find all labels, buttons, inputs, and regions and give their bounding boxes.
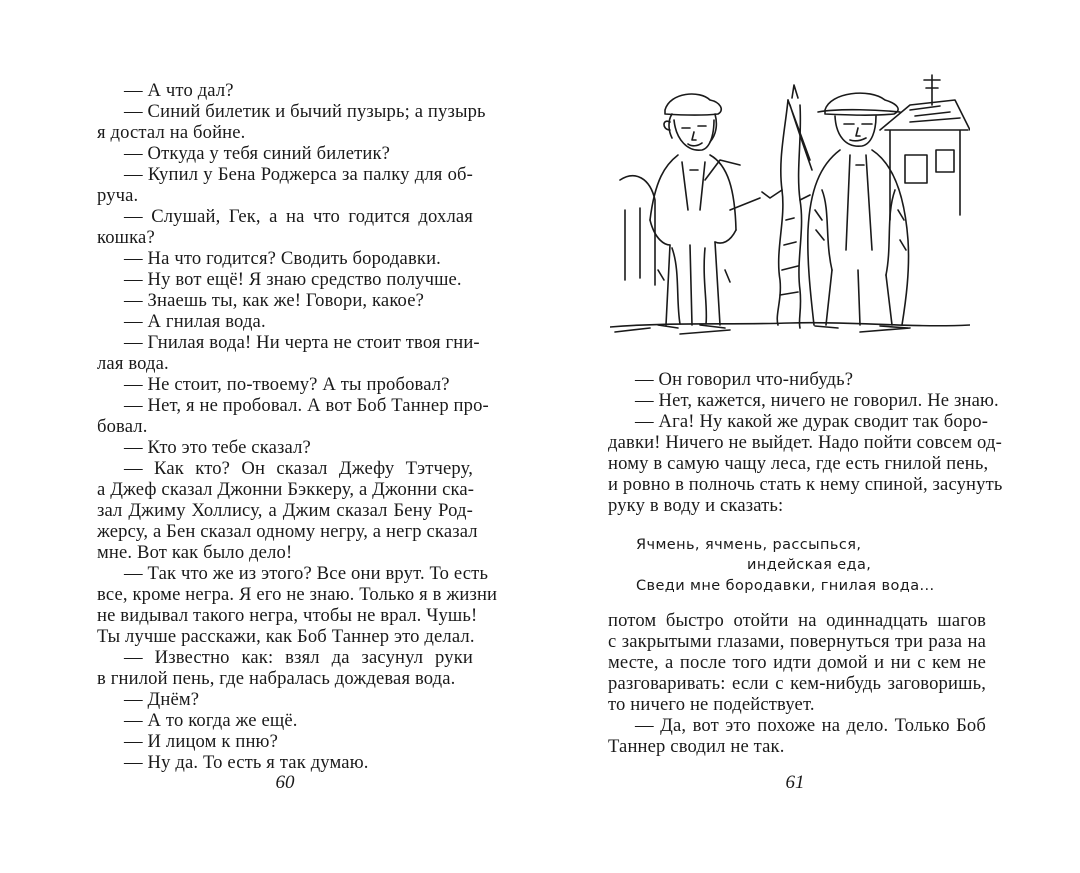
text-line: я достал на бойне. <box>97 122 246 143</box>
poem-line: Сведи мне бородавки, гнилая вода... <box>636 578 935 594</box>
text-line: кошка? <box>97 227 155 248</box>
text-line: — А что дал? <box>124 80 234 101</box>
text-line: то ничего не подействует. <box>608 694 815 715</box>
page-number: 60 <box>275 772 295 793</box>
text-line: лая вода. <box>97 353 169 374</box>
text-line: — Не стоит, по-твоему? А ты пробовал? <box>124 374 450 395</box>
two-boys-illustration-icon <box>610 70 970 355</box>
text-line: Ты лучше расскажи, как Боб Таннер это делал. <box>97 626 475 647</box>
text-line: — Он говорил что-нибудь? <box>635 369 854 390</box>
text-line: бовал. <box>97 416 148 437</box>
text-line: Таннер сводил не так. <box>608 736 785 757</box>
text-line: мне. Вот как было дело! <box>97 542 293 563</box>
text-line: — Кто это тебе сказал? <box>124 437 311 458</box>
text-line: потом быстро отойти на одиннадцать шагов <box>608 610 986 631</box>
text-line: ному в самую чащу леса, где есть гнилой пень, <box>608 453 989 474</box>
text-line: и ровно в полночь стать к нему спиной, засунуть <box>608 474 1003 495</box>
text-line: зал Джиму Холлису, а Джим сказал Бену Род- <box>97 500 473 521</box>
poem-line: Ячмень, ячмень, рассыпься, <box>636 537 862 553</box>
text-line: — Нет, кажется, ничего не говорил. Не знаю. <box>635 390 999 411</box>
text-line: — Как кто? Он сказал Джефу Тэтчеру, <box>124 458 473 479</box>
text-line: в гнилой пень, где набралась дождевая вода. <box>97 668 456 689</box>
text-line: — Гнилая вода! Ни черта не стоит твоя гни- <box>124 332 480 353</box>
text-line: руча. <box>97 185 139 206</box>
text-line: — Откуда у тебя синий билетик? <box>124 143 391 164</box>
text-line: жерсу, а Бен сказал одному негру, а негр сказал <box>97 521 478 542</box>
text-line: руку в воду и сказать: <box>608 495 784 516</box>
text-line: разговаривать: если с кем-нибудь заговоришь, <box>608 673 986 694</box>
text-line: все, кроме негра. Я его не знаю. Только я в жизни <box>97 584 498 605</box>
text-line: не видывал такого негра, чтобы не врал. Чушь! <box>97 605 478 626</box>
text-line: — Знаешь ты, как же! Говори, какое? <box>124 290 425 311</box>
text-line: — А гнилая вода. <box>124 311 266 332</box>
text-line: — Ну да. То есть я так думаю. <box>124 752 369 773</box>
text-line: — А то когда же ещё. <box>124 710 298 731</box>
text-line: — Днём? <box>124 689 200 710</box>
text-line: а Джеф сказал Джонни Бэккеру, а Джонни ска- <box>97 479 475 500</box>
text-line: — Синий билетик и бычий пузырь; а пузырь <box>124 101 486 122</box>
text-line: — Ну вот ещё! Я знаю средство получше. <box>124 269 462 290</box>
text-line: месте, а после того идти домой и ни с кем не <box>608 652 986 673</box>
text-line: — Да, вот это похоже на дело. Только Боб <box>635 715 986 736</box>
text-line: — И лицом к пню? <box>124 731 278 752</box>
text-line: — Известно как: взял да засунул руки <box>124 647 473 668</box>
text-line: с закрытыми глазами, повернуться три раза на <box>608 631 986 652</box>
text-line: — Нет, я не пробовал. А вот Боб Таннер про- <box>124 395 489 416</box>
poem-line: индейская еда, <box>747 557 872 573</box>
text-line: — Так что же из этого? Все они врут. То есть <box>124 563 489 584</box>
text-line: — Ага! Ну какой же дурак сводит так боро- <box>635 411 989 432</box>
text-line: — Купил у Бена Роджерса за палку для об- <box>124 164 473 185</box>
page-number: 61 <box>785 772 805 793</box>
text-line: — На что годится? Сводить бородавки. <box>124 248 441 269</box>
text-line: — Слушай, Гек, а на что годится дохлая <box>124 206 473 227</box>
text-line: давки! Ничего не выйдет. Надо пойти совсем од- <box>608 432 1002 453</box>
